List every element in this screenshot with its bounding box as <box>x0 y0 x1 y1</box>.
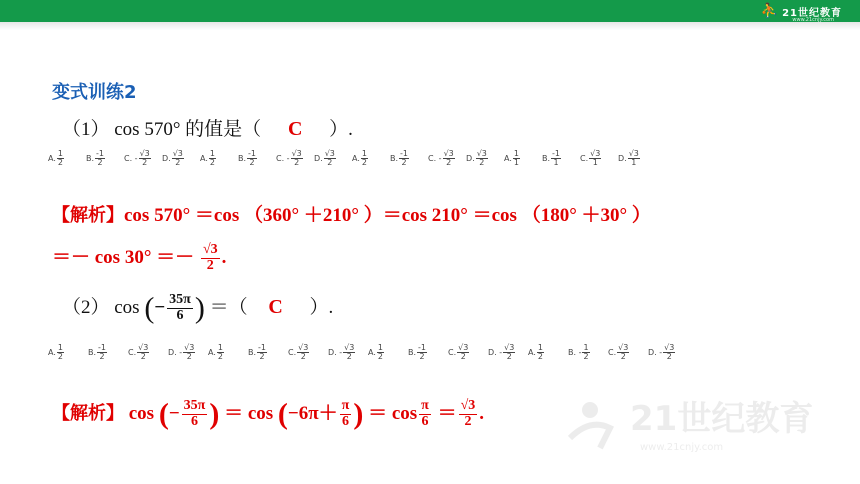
option-fraction <box>209 150 216 167</box>
section-title: 变式训练2 <box>52 82 137 103</box>
option-fraction <box>172 150 184 167</box>
fraction-35pi-6 <box>182 399 208 429</box>
svg-text:www.21cnjy.com: www.21cnjy.com <box>640 442 724 453</box>
fraction-denominator: 6 <box>190 414 198 430</box>
fraction-denominator: 2 <box>209 158 215 167</box>
fraction-denominator: 2 <box>401 158 407 167</box>
option-label: B. <box>408 348 417 357</box>
fraction-denominator: 2 <box>537 352 543 361</box>
option-fraction <box>443 150 455 167</box>
logo-text: 21世纪教育 <box>782 7 842 19</box>
question-2-suffix: ）. <box>309 297 334 318</box>
fraction-numerator: -1 <box>258 343 267 352</box>
option-label: A. <box>352 154 360 163</box>
solution-1-text-2: ＝－ cos 30° ＝－ <box>52 247 195 268</box>
option-fraction <box>663 344 675 361</box>
minus-sign: − <box>154 297 166 318</box>
question-1 <box>62 114 353 141</box>
option-label: D. <box>314 154 323 163</box>
solution-1-line-1 <box>52 200 651 227</box>
option-item <box>428 150 455 167</box>
solution-1-end: . <box>221 247 227 268</box>
option-fraction <box>247 150 257 167</box>
solution-1-tag: 【解析】 <box>52 205 124 226</box>
fraction-numerator: 1 <box>217 343 223 352</box>
logo-runner-icon: ⛹ <box>760 3 779 19</box>
option-item <box>542 150 561 167</box>
option-item <box>168 344 195 361</box>
fraction-denominator: 2 <box>97 158 103 167</box>
question-1-suffix: ）. <box>329 119 353 140</box>
option-label: C. - <box>124 154 138 163</box>
fraction-numerator: -1 <box>400 149 409 158</box>
option-fraction <box>57 150 64 167</box>
option-fraction <box>57 344 64 361</box>
solution-2 <box>52 398 484 430</box>
option-fraction <box>537 344 544 361</box>
option-item <box>48 150 64 167</box>
option-item <box>124 150 151 167</box>
fraction-denominator: 2 <box>217 352 223 361</box>
question-2-options <box>48 344 688 384</box>
fraction-denominator: 2 <box>460 352 466 361</box>
fraction-numerator: 1 <box>57 343 63 352</box>
fraction-numerator: 1 <box>377 343 383 352</box>
logo-url: www.21cnjy.com <box>792 17 834 23</box>
fraction-numerator: √3 <box>628 149 639 158</box>
left-paren: ( <box>144 291 155 325</box>
fraction-numerator: -1 <box>418 343 427 352</box>
option-item <box>200 150 216 167</box>
fraction-numerator: √3 <box>184 343 195 352</box>
right-paren: ) <box>194 291 205 325</box>
fraction-denominator: 1 <box>513 158 519 167</box>
option-item <box>238 150 257 167</box>
fraction-numerator: √3 <box>139 149 150 158</box>
option-label: C. <box>288 348 297 357</box>
option-label: D. - <box>488 348 503 357</box>
fraction-denominator: 2 <box>175 158 181 167</box>
option-fraction <box>589 150 601 167</box>
fraction-denominator: 2 <box>479 158 485 167</box>
option-fraction <box>343 344 355 361</box>
option-label: D. <box>618 154 627 163</box>
fraction-numerator: -1 <box>96 149 105 158</box>
question-2 <box>62 292 333 324</box>
question-1-text: （1） cos 570° 的值是（ <box>62 119 262 140</box>
option-fraction <box>361 150 368 167</box>
option-item <box>368 344 384 361</box>
option-fraction <box>551 150 561 167</box>
fraction-denominator: 2 <box>186 352 192 361</box>
option-item <box>504 150 520 167</box>
period: . <box>479 403 485 424</box>
option-label: C. <box>448 348 457 357</box>
option-fraction <box>137 344 149 361</box>
option-item <box>128 344 149 361</box>
question-1-answer: C <box>287 118 303 140</box>
option-item <box>648 344 675 361</box>
watermark-logo <box>560 388 840 458</box>
option-item <box>618 150 640 167</box>
option-label: B. <box>86 154 95 163</box>
option-item <box>608 344 629 361</box>
fraction-numerator: 1 <box>537 343 543 352</box>
fraction-numerator: √3 <box>172 149 183 158</box>
equals-sign: ＝ <box>437 403 457 424</box>
fraction-denominator: 2 <box>300 352 306 361</box>
inner-expression: −6π＋ <box>287 403 338 424</box>
fraction-numerator: 35π <box>183 398 206 414</box>
option-fraction <box>417 344 427 361</box>
option-label: D. <box>466 154 475 163</box>
option-label: D. - <box>168 348 183 357</box>
question-2-text: （2） cos <box>62 297 140 318</box>
option-item <box>86 150 105 167</box>
option-label: C. - <box>276 154 290 163</box>
option-label: D. - <box>328 348 343 357</box>
fraction-denominator: 6 <box>421 414 429 430</box>
fraction-denominator: 6 <box>341 414 349 430</box>
right-paren: ) <box>353 397 364 431</box>
fraction-numerator: π <box>341 398 350 414</box>
fraction-denominator: 2 <box>506 352 512 361</box>
fraction-pi-6-b <box>419 399 431 429</box>
option-item <box>162 150 184 167</box>
fraction-numerator: √3 <box>298 343 309 352</box>
fraction-numerator: √3 <box>202 242 218 258</box>
option-fraction <box>183 344 195 361</box>
option-label: C. - <box>428 154 442 163</box>
fraction-denominator: 2 <box>666 352 672 361</box>
option-fraction <box>503 344 515 361</box>
option-label: B. <box>248 348 257 357</box>
fraction-denominator: 2 <box>57 158 63 167</box>
question-2-mid: ＝（ <box>209 297 248 318</box>
fraction-numerator: -1 <box>552 149 561 158</box>
solution-2-tag: 【解析】 <box>52 403 124 424</box>
minus-sign: − <box>168 403 180 424</box>
fraction-denominator: 2 <box>361 158 367 167</box>
option-label: A. <box>208 348 216 357</box>
fraction-numerator: 1 <box>361 149 367 158</box>
fraction-denominator: 2 <box>464 414 472 430</box>
option-label: A. <box>368 348 376 357</box>
option-fraction <box>377 344 384 361</box>
option-fraction <box>617 344 629 361</box>
fraction-numerator: √3 <box>458 343 469 352</box>
option-item <box>314 150 336 167</box>
solution-1-text: cos 570° ＝cos （360° ＋210° ）＝cos 210° ＝cos （180° ＋30° ） <box>124 205 651 226</box>
option-fraction <box>476 150 488 167</box>
option-fraction <box>257 344 267 361</box>
cos-text: cos <box>128 403 155 424</box>
option-label: D. <box>162 154 171 163</box>
fraction-numerator: 1 <box>57 149 63 158</box>
option-fraction <box>399 150 409 167</box>
fraction-denominator: 2 <box>377 352 383 361</box>
fraction-denominator: 2 <box>142 158 148 167</box>
option-fraction <box>513 150 520 167</box>
option-fraction <box>582 344 589 361</box>
fraction-denominator: 2 <box>259 352 265 361</box>
fraction-numerator: 1 <box>209 149 215 158</box>
option-item <box>208 344 224 361</box>
option-item <box>488 344 515 361</box>
option-item <box>528 344 544 361</box>
svg-text:21世纪教育: 21世纪教育 <box>630 399 814 439</box>
fraction-numerator: √3 <box>618 343 629 352</box>
fraction-denominator: 2 <box>294 158 300 167</box>
option-item <box>88 344 107 361</box>
option-item <box>448 344 469 361</box>
option-item <box>408 344 427 361</box>
option-fraction <box>457 344 469 361</box>
fraction-numerator: -1 <box>248 149 257 158</box>
option-label: A. <box>48 154 56 163</box>
option-item <box>352 150 368 167</box>
option-label: B. <box>238 154 247 163</box>
option-label: B. <box>88 348 97 357</box>
fraction-sqrt3-2 <box>459 399 478 429</box>
fraction-numerator: 1 <box>583 343 589 352</box>
header-bar <box>0 0 860 22</box>
fraction-denominator: 2 <box>583 352 589 361</box>
option-item <box>580 150 601 167</box>
fraction-numerator: π <box>421 398 429 414</box>
fraction-denominator: 2 <box>446 158 452 167</box>
option-label: B. - <box>568 348 582 357</box>
fraction-numerator: 35π <box>169 292 191 308</box>
question-1-options <box>48 150 648 190</box>
header-shadow <box>0 22 860 30</box>
option-label: C. <box>128 348 137 357</box>
option-item <box>390 150 409 167</box>
fraction-denominator: 2 <box>419 352 425 361</box>
fraction-numerator: -1 <box>98 343 107 352</box>
solution-1-fraction <box>201 243 220 273</box>
fraction-numerator: √3 <box>324 149 335 158</box>
option-fraction <box>97 344 107 361</box>
option-fraction <box>217 344 224 361</box>
option-item <box>328 344 355 361</box>
option-fraction <box>291 150 303 167</box>
fraction-denominator: 2 <box>327 158 333 167</box>
fraction-denominator: 2 <box>99 352 105 361</box>
fraction-denominator: 2 <box>206 258 214 274</box>
fraction-denominator: 1 <box>592 158 598 167</box>
fraction-denominator: 1 <box>553 158 559 167</box>
fraction-denominator: 6 <box>176 308 184 324</box>
fraction-denominator: 2 <box>249 158 255 167</box>
option-item <box>288 344 309 361</box>
option-label: B. <box>390 154 399 163</box>
option-item <box>276 150 303 167</box>
option-fraction <box>628 150 640 167</box>
fraction-numerator: √3 <box>590 149 601 158</box>
right-paren: ) <box>209 397 220 431</box>
option-label: A. <box>528 348 536 357</box>
fraction-numerator: √3 <box>443 149 454 158</box>
fraction-denominator: 2 <box>620 352 626 361</box>
option-label: C. <box>608 348 617 357</box>
left-paren: ( <box>158 397 169 431</box>
left-paren: ( <box>277 397 288 431</box>
option-item <box>568 344 590 361</box>
fraction-denominator: 2 <box>140 352 146 361</box>
option-item <box>48 344 64 361</box>
option-fraction <box>95 150 105 167</box>
fraction-numerator: √3 <box>138 343 149 352</box>
fraction-numerator: √3 <box>344 343 355 352</box>
fraction-pi-6 <box>340 399 352 429</box>
fraction-numerator: √3 <box>664 343 675 352</box>
fraction-denominator: 2 <box>57 352 63 361</box>
solution-1-line-2 <box>52 242 226 274</box>
fraction-denominator: 2 <box>346 352 352 361</box>
option-fraction <box>297 344 309 361</box>
option-label: A. <box>504 154 512 163</box>
fraction-numerator: √3 <box>504 343 515 352</box>
option-label: A. <box>200 154 208 163</box>
option-item <box>248 344 267 361</box>
option-item <box>466 150 488 167</box>
option-label: B. <box>542 154 551 163</box>
option-fraction <box>139 150 151 167</box>
equals-cos-2: ＝ cos <box>368 403 418 424</box>
option-label: D. - <box>648 348 663 357</box>
option-label: A. <box>48 348 56 357</box>
question-2-answer: C <box>268 296 283 318</box>
fraction-denominator: 1 <box>631 158 637 167</box>
fraction-numerator: √3 <box>291 149 302 158</box>
option-fraction <box>324 150 336 167</box>
option-label: C. <box>580 154 589 163</box>
equals-cos: ＝ cos <box>224 403 274 424</box>
fraction-numerator: √3 <box>460 398 476 414</box>
fraction-numerator: √3 <box>476 149 487 158</box>
fraction-numerator: 1 <box>513 149 519 158</box>
question-2-fraction <box>167 293 193 323</box>
